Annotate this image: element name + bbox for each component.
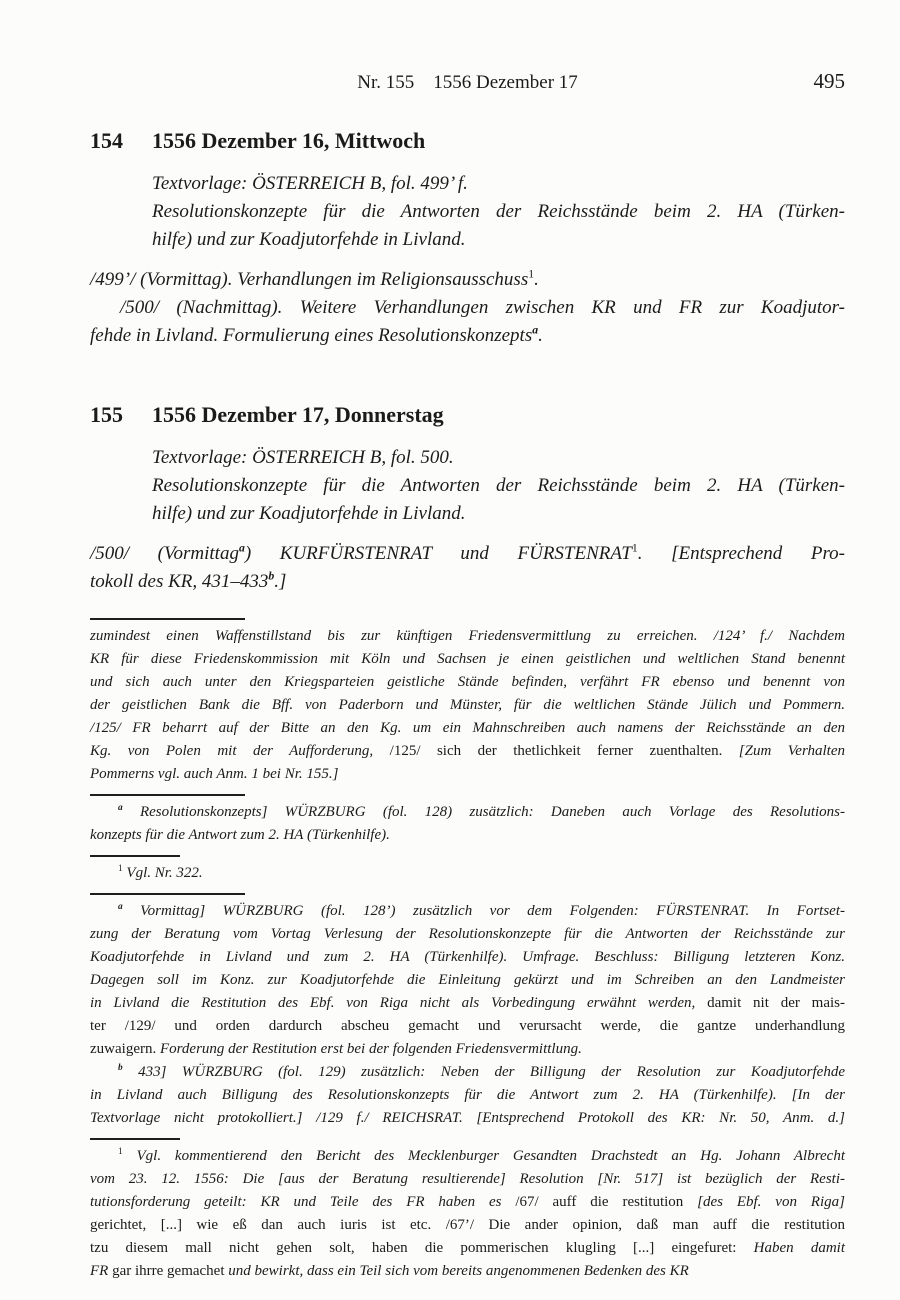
text-run: Vormittag] WÜRZBURG (fol. 128’) zusätzlich vor dem Folgenden: FÜRSTENRAT. In Fortset- — [122, 903, 845, 919]
entry-154-heading — [90, 126, 845, 156]
text-run: /499’/ (Vormittag). Verhandlungen im Religionsausschuss — [90, 269, 529, 290]
running-header-title: Nr. 155 1556 Dezember 17 — [357, 72, 578, 93]
text-line — [90, 900, 845, 923]
text-run: hilfe) und zur Koadjutorfehde in Livland. — [152, 229, 466, 250]
text-run: in Livland die Restitution des Ebf. von Riga nicht als Vorbedingung erwähnt werden, — [90, 995, 708, 1011]
entry-155-source-note — [152, 444, 845, 528]
text-line — [90, 923, 845, 946]
text-run: /500/ (Nachmittag). Weitere Verhandlungen zwischen KR und FR zur Koadjutor- — [120, 297, 845, 318]
text-run: . [Entsprechend Pro- — [637, 543, 845, 564]
text-line — [90, 946, 845, 969]
text-run: und sich auch unter den Kriegsparteien geistliche Stände befinden, verfährt FR ebenso und benennt von — [90, 674, 845, 690]
text-line — [90, 1145, 845, 1168]
text-line — [90, 1237, 845, 1260]
footnote-block-1 — [90, 625, 845, 786]
text-line — [90, 266, 845, 294]
footnote-separator-rule — [90, 1138, 180, 1140]
text-run: konzepts für die Antwort zum 2. HA (Türkenhilfe). — [90, 827, 390, 843]
text-run: ter /129/ und orden dardurch abscheu gemacht und verursacht werde, die gantze underhandlung — [90, 1018, 845, 1034]
footnote-marker: b — [268, 569, 275, 583]
text-run: vom 23. 12. 1556: Die [aus der Beratung resultierende] Resolution [Nr. 517] ist bezüglich der Resti- — [90, 1171, 845, 1187]
footnote-separator-rule — [90, 855, 180, 857]
text-run: /125/ FR beharrt auf der Bitte an den Kg. um ein Mahnschreiben auch namens der Reichsstände an den — [90, 720, 845, 736]
footnote-block-4 — [90, 900, 845, 1130]
text-line — [90, 862, 845, 885]
text-line — [90, 294, 845, 322]
text-run: und bewirkt, dass ein Teil sich vom bereits angenommenen Bedenken des KR — [228, 1263, 689, 1279]
text-run: tokoll des KR, 431–433 — [90, 571, 269, 592]
footnote-marker: 1 — [118, 1147, 123, 1157]
text-line — [90, 1168, 845, 1191]
text-run: hilfe) und zur Koadjutorfehde in Livland. — [152, 503, 466, 524]
text-line — [152, 472, 845, 500]
text-run: Vgl. Nr. 322. — [122, 865, 203, 881]
page-number: 495 — [813, 69, 845, 93]
text-run: 433] WÜRZBURG (fol. 129) zusätzlich: Neben der Billigung der Resolution zur Koadjutorfehde — [122, 1064, 845, 1080]
text-line — [152, 198, 845, 226]
footnote-marker: 1 — [528, 267, 535, 281]
entry-number: 154 — [90, 128, 123, 153]
text-run: [des Ebf. von Riga] — [697, 1194, 845, 1210]
entry-title: 1556 Dezember 17, Donnerstag — [152, 402, 444, 427]
text-line — [90, 1107, 845, 1130]
footnote-separator-rule — [90, 794, 245, 796]
text-run: Resolutionskonzepte für die Antworten der Reichsstände beim 2. HA (Türken- — [152, 475, 845, 496]
text-run: ) KURFÜRSTENRAT und FÜRSTENRAT — [244, 543, 632, 564]
entry-155-regest-body — [90, 540, 845, 596]
text-run: zuwaigern. — [90, 1041, 160, 1057]
text-line — [90, 969, 845, 992]
text-line — [90, 671, 845, 694]
text-run: [Zum Verhalten — [738, 743, 845, 759]
text-line — [90, 992, 845, 1015]
text-run: . — [534, 269, 539, 290]
footnote-block-3 — [90, 862, 845, 885]
text-run: damit nit der mais- — [707, 995, 845, 1011]
text-run: Textvorlage: ÖSTERREICH B, fol. 500. — [152, 447, 454, 468]
text-run: der geistlichen Bank die Bff. von Paderborn und Münster, für die weltlichen Stände Jülich und Pommern. — [90, 697, 845, 713]
text-run: Textvorlage nicht protokolliert.] /129 f./ REICHSRAT. [Entsprechend Protokoll des KR: Nr. 50, Anm. d.] — [90, 1110, 845, 1126]
text-line — [90, 717, 845, 740]
text-run: Pommerns vgl. auch Anm. 1 bei Nr. 155.] — [90, 766, 339, 782]
text-run: /67/ auff die restitution — [515, 1194, 698, 1210]
text-line — [90, 824, 845, 847]
text-line — [90, 625, 845, 648]
footnote-separator-rule — [90, 893, 245, 895]
text-run: KR für diese Friedenskommission mit Köln und Sachsen je einen geistlichen und weltlichen Stand benennt — [90, 651, 845, 667]
text-line — [152, 500, 845, 528]
text-run: tzu diesem mall nicht gehen solt, haben die pommerischen klugling [...] eingefuret: — [90, 1240, 754, 1256]
text-run: .] — [274, 571, 287, 592]
text-line — [90, 763, 845, 786]
text-run: . — [538, 325, 543, 346]
footnote-marker: a — [118, 902, 123, 912]
text-line — [90, 801, 845, 824]
text-run: FR — [90, 1263, 113, 1279]
footnote-area — [90, 618, 845, 1283]
text-line — [90, 1038, 845, 1061]
text-run: tutionsforderung geteilt: KR und Teile des FR haben es — [90, 1194, 516, 1210]
footnote-marker: a — [118, 803, 123, 813]
text-line — [90, 648, 845, 671]
text-run: zung der Beratung vom Vortag Verlesung der Resolutionskonzepte für die Antworten der Reichsstände zur — [90, 926, 845, 942]
text-line — [152, 226, 845, 254]
text-line — [90, 540, 845, 568]
text-run: /125/ sich der thetlichkeit ferner zuenthalten. — [389, 743, 739, 759]
text-line — [152, 444, 845, 472]
text-run: Vgl. kommentierend den Bericht des Mecklenburger Gesandten Drachstedt an Hg. Johann Albrecht — [122, 1148, 845, 1164]
footnote-marker: 1 — [631, 541, 638, 555]
text-run: gerichtet, [...] wie eß dan auch iuris ist etc. /67’/ Die ander opinion, daß man auff die restitution — [90, 1217, 845, 1233]
text-line — [90, 1260, 845, 1283]
text-run: Koadjutorfehde in Livland und zum 2. HA (Türkenhilfe). Umfrage. Beschluss: Billigung letzteren Konz. — [90, 949, 845, 965]
entry-155-heading — [90, 400, 845, 430]
text-run: Haben damit — [753, 1240, 845, 1256]
text-line — [90, 1084, 845, 1107]
footnote-separator-rule — [90, 618, 245, 620]
footnote-marker: 1 — [118, 864, 123, 874]
text-run: Kg. von Polen mit der Aufforderung, — [90, 743, 390, 759]
text-line — [90, 568, 845, 596]
footnote-block-5 — [90, 1145, 845, 1283]
text-line — [90, 694, 845, 717]
footnote-marker: a — [532, 323, 539, 337]
running-header — [90, 70, 845, 96]
text-run: Dagegen soll im Konz. zur Koadjutorfehde die Einleitung gekürzt und im Schreiben an den Landmeister — [90, 972, 845, 988]
footnote-block-2 — [90, 801, 845, 847]
entry-title: 1556 Dezember 16, Mittwoch — [152, 128, 426, 153]
text-run: Resolutionskonzepts] WÜRZBURG (fol. 128) zusätzlich: Daneben auch Vorlage des Resolutions- — [122, 804, 845, 820]
entry-number: 155 — [90, 402, 123, 427]
entry-154-source-note — [152, 170, 845, 254]
text-run: gar ihrre gemachet — [112, 1263, 229, 1279]
text-line — [90, 322, 845, 350]
text-run: fehde in Livland. Formulierung eines Resolutionskonzepts — [90, 325, 533, 346]
text-line — [90, 740, 845, 763]
text-line — [152, 170, 845, 198]
footnote-marker: a — [238, 541, 245, 555]
entry-154-regest-body — [90, 266, 845, 350]
text-line — [90, 1061, 845, 1084]
text-line — [90, 1015, 845, 1038]
footnote-marker: b — [118, 1063, 123, 1073]
text-run: Forderung der Restitution erst bei der folgenden Friedensvermittlung. — [159, 1041, 582, 1057]
text-run: zumindest einen Waffenstillstand bis zur künftigen Friedensvermittlung zu erreichen. /124’ f./ Nachdem — [90, 628, 845, 644]
text-run: Resolutionskonzepte für die Antworten der Reichsstände beim 2. HA (Türken- — [152, 201, 845, 222]
text-run: Textvorlage: ÖSTERREICH B, fol. 499’ f. — [152, 173, 468, 194]
text-run: in Livland auch Billigung des Resolutionskonzepts für die Antwort zum 2. HA (Türkenhilfe). [In der — [90, 1087, 845, 1103]
text-line — [90, 1214, 845, 1237]
text-line — [90, 1191, 845, 1214]
text-run: /500/ (Vormittag — [90, 543, 239, 564]
